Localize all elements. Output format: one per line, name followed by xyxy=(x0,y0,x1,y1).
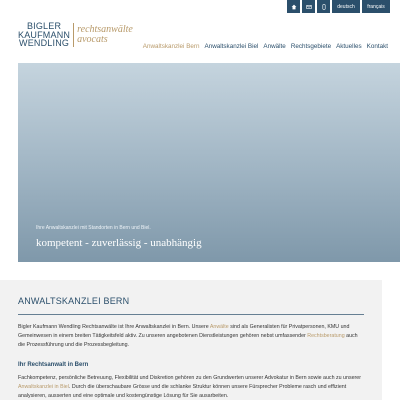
second-text-a: Fachkompetenz, persönliche Betreuung, Flexibilität und Diskretion gehören zu den Grundwerten unserer Advokatur in Bern sowie auch zu unserer xyxy=(18,375,362,381)
anwaelte-link[interactable]: Anwälte xyxy=(209,324,229,330)
logo[interactable] xyxy=(18,22,133,48)
logo-names xyxy=(18,22,70,48)
hero-small-text: Ihre Anwaltskanzlei mit Standorten in Bern und Biel. xyxy=(36,225,151,231)
phone-icon xyxy=(321,4,327,10)
page-title: ANWALTSKANZLEI BERN xyxy=(18,296,130,306)
logo-line1: BIGLER xyxy=(26,21,62,31)
section-subtitle: Ihr Rechtsanwalt in Bern xyxy=(18,362,89,368)
intro-text-b: sind als Generalisten für Privatpersonen, KMU und Gemeinwesen in einem breiten Tätigkeitsfeld aktiv. Zu unseren angebotenen Dienstleistungen gehören nebst umfassender xyxy=(18,324,350,339)
anwaltskanzlei-biel-link[interactable]: Anwaltskanzlei in Biel xyxy=(18,384,69,390)
nav-item-rechtsgebiete[interactable]: Rechtsgebiete xyxy=(290,43,332,50)
nav-item-anwaelte[interactable]: Anwälte xyxy=(263,43,286,50)
logo-subtitle xyxy=(77,25,133,45)
second-paragraph xyxy=(18,374,364,400)
top-utility-bar xyxy=(287,0,390,14)
hero-banner xyxy=(18,63,400,262)
nav-item-anwaltskanzlei-biel[interactable]: Anwaltskanzlei Biel xyxy=(204,43,259,50)
home-icon xyxy=(291,4,297,10)
home-button[interactable] xyxy=(287,0,300,13)
nav-item-kontakt[interactable]: Kontakt xyxy=(366,43,388,50)
rechtsberatung-link[interactable]: Rechtsberatung xyxy=(307,333,345,339)
logo-line2: KAUFMANN xyxy=(18,29,71,40)
logo-sub1: rechtsanwälte xyxy=(77,23,133,35)
logo-sub2: avocats xyxy=(77,33,108,45)
logo-divider xyxy=(73,23,74,47)
main-nav xyxy=(143,43,388,50)
hero-motto: kompetent - zuverlässig - unabhängig xyxy=(36,237,202,249)
second-text-b: . Durch die überschaubare Grösse und die schlanke Struktur können unsere Fürsprecher Probleme rasch und effizient analysieren, ausserten und eine optimale und kostengünstige Lösung für Sie ausarbeiten. xyxy=(18,384,347,399)
logo-line3: WENDLING xyxy=(19,38,70,48)
intro-text-c: auch die Prozessführung und die Prozessbegleitung. xyxy=(18,333,358,348)
nav-item-anwaltskanzlei-bern[interactable]: Anwaltskanzlei Bern xyxy=(142,43,200,50)
title-divider xyxy=(18,314,364,315)
language-de-button[interactable]: deutsch xyxy=(332,0,360,13)
mail-icon xyxy=(306,4,312,10)
mail-button[interactable] xyxy=(302,0,315,13)
phone-button[interactable] xyxy=(317,0,330,13)
nav-item-aktuelles[interactable]: Aktuelles xyxy=(336,43,362,50)
intro-text-a: Bigler Kaufmann Wendling Rechtsanwälte ist Ihre Anwaltskanzlei in Bern. Unsere xyxy=(18,324,210,330)
content-section xyxy=(0,280,382,400)
intro-paragraph xyxy=(18,323,364,350)
language-fr-button[interactable]: français xyxy=(362,0,390,13)
